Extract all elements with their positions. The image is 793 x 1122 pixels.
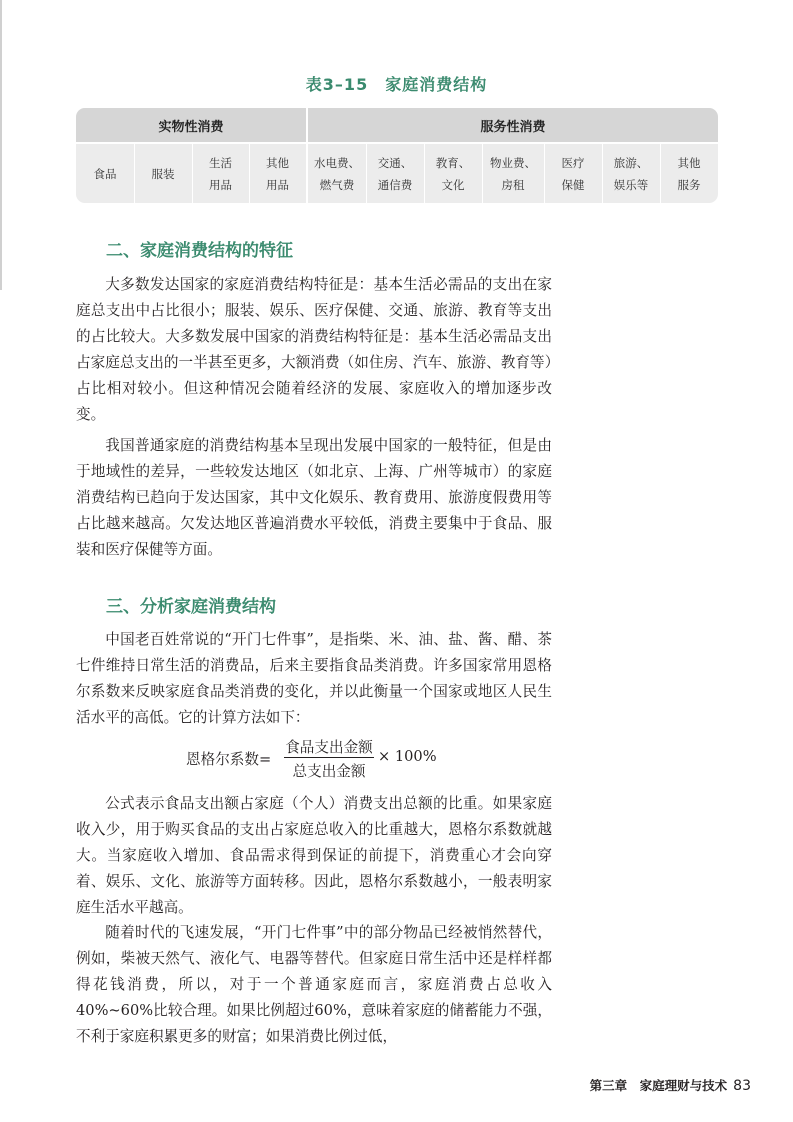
engel-coefficient-formula: [186, 736, 446, 782]
table-cell-clothing: 服装: [151, 166, 175, 181]
formula-numerator: 食品支出金额: [285, 739, 373, 756]
paragraph-modern-consumption: 随着时代的飞速发展，“开门七件事”中的部分物品已经被悄然替代，例如，柴被天然气、液化气、电器等替代。但家庭日常生活中还是样样都得花钱消费，所以，对于一个普通家庭而言，家庭消费占总收入40%~60%比较合理。如果比例超过60%，意味着家庭的储蓄能力不强，不利于家庭积累更多的财富；如果消费比例过低，: [76, 924, 552, 1045]
table-column-divider: [602, 144, 603, 203]
paragraph-developed-countries: 大多数发达国家的家庭消费结构特征是：基本生活必需品的支出在家庭总支出中占比很小；服装、娱乐、医疗保健、交通、旅游、教育等支出的占比较大。大多数发展中国家的消费结构特征是：基本生活必需品支出占家庭总支出的一半甚至更多，大额消费（如住房、汽车、旅游、教育等）占比相对较小。但这种情况会随着经济的发展、家庭收入的增加逐步改变。: [76, 276, 552, 423]
formula-rhs: × 100%: [378, 748, 437, 765]
table-cell-other-services: 其他 服务: [677, 155, 701, 192]
chapter-title: 第三章 家庭理财与技术: [589, 1078, 728, 1093]
consumption-structure-table: [76, 108, 718, 203]
page-footer: [590, 1076, 751, 1094]
table-column-divider: [660, 144, 661, 203]
header-physical-consumption: 实物性消费: [76, 108, 306, 142]
table-column-divider: [424, 144, 425, 203]
table-column-divider: [482, 144, 483, 203]
table-cell-other-goods: 其他 用品: [266, 155, 289, 192]
table-cell-daily-goods: 生活 用品: [209, 155, 232, 192]
table-cell-food: 食品: [93, 166, 117, 181]
table-cell-education: 教育、 文化: [435, 155, 471, 192]
section-heading-analysis: 三、分析家庭消费结构: [106, 597, 276, 617]
paragraph-seven-necessities: 中国老百姓常说的“开门七件事”，是指柴、米、油、盐、酱、醋、茶七件维持日常生活的消费品，后来主要指食品类消费。许多国家常用恩格尔系数来反映家庭食品类消费的变化，并以此衡量一个国家或地区人民生活水平的高低。它的计算方法如下：: [76, 631, 552, 726]
table-column-divider: [366, 144, 367, 203]
table-cell-property-rent: 物业费、 房租: [490, 155, 536, 192]
paragraph-formula-explanation: 公式表示食品支出额占家庭（个人）消费支出总额的比重。如果家庭收入少，用于购买食品的支出占家庭总收入的比重越大，恩格尔系数就越大。当家庭收入增加、食品需求得到保证的前提下，消费重心才会向穿着、娱乐、文化、旅游等方面转移。因此，恩格尔系数越小，一般表明家庭生活水平越高。: [76, 795, 552, 916]
table-cell-utilities: 水电费、 燃气费: [314, 155, 360, 192]
paragraph-china-households: 我国普通家庭的消费结构基本呈现出发展中国家的一般特征，但是由于地域性的差异，一些较发达地区（如北京、上海、广州等城市）的家庭消费结构已趋向于发达国家，其中文化娱乐、教育费用、旅游度假费用等占比越来越高。欠发达地区普遍消费水平较低，消费主要集中于食品、服装和医疗保健等方面。: [76, 437, 552, 558]
table-column-divider: [192, 144, 193, 203]
table-column-divider: [544, 144, 545, 203]
table-column-divider: [249, 144, 250, 203]
table-column-divider: [134, 144, 135, 203]
table-cell-transport: 交通、 通信费: [377, 155, 413, 192]
page-edge-rule: [0, 0, 2, 290]
formula-lhs: 恩格尔系数=: [186, 751, 272, 768]
fraction-bar: [284, 757, 374, 758]
page-number: 83: [733, 1078, 751, 1094]
table-cell-travel: 旅游、 娱乐等: [613, 155, 649, 192]
formula-denominator: 总支出金额: [292, 763, 366, 780]
table-row: [76, 144, 718, 203]
header-service-consumption: 服务性消费: [308, 108, 718, 142]
section-heading-features: 二、家庭消费结构的特征: [106, 241, 293, 261]
table-title: 表3–15 家庭消费结构: [305, 75, 488, 94]
table-cell-healthcare: 医疗 保健: [561, 155, 585, 192]
